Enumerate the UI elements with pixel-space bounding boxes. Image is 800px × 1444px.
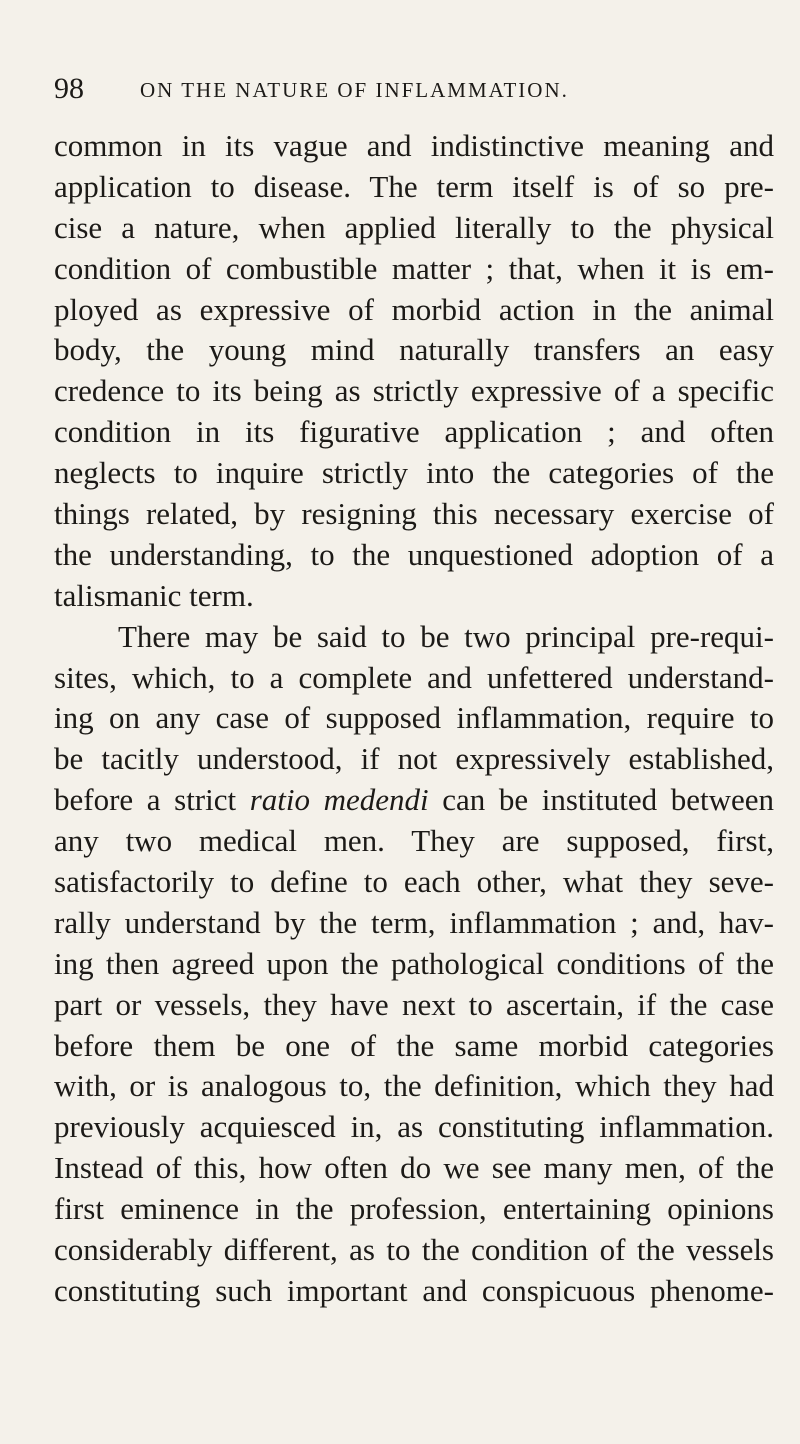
text-line: things related, by resigning this necessary exercise of [54, 496, 774, 532]
text-line: before them be one of the same morbid categories [54, 1027, 774, 1063]
text-line-with-italic [54, 780, 774, 821]
text-line: body, the young mind naturally transfers an easy [54, 332, 774, 368]
text-line: constituting such important and conspicuous phenome- [54, 1272, 774, 1308]
text-line: There may be said to be two principal pre-requi- [118, 618, 774, 654]
text-line: condition of combustible matter ; that, when it is em- [54, 250, 774, 286]
text-segment: can be instituted between [428, 782, 774, 818]
text-line: the understanding, to the unquestioned adoption of a [54, 536, 774, 572]
text-line: talismanic term. [54, 577, 254, 613]
text-line: sites, which, to a complete and unfettered understand- [54, 659, 774, 695]
text-line: with, or is analogous to, the definition, which they had [54, 1068, 774, 1104]
text-line: first eminence in the profession, entertaining opinions [54, 1191, 774, 1227]
text-line: be tacitly understood, if not expressively established, [54, 741, 774, 777]
body-text [54, 126, 774, 1312]
text-line: rally understand by the term, inflammation ; and, hav- [54, 904, 774, 940]
running-head: ON THE NATURE OF INFLAMMATION. [140, 78, 569, 102]
text-line: application to disease. The term itself is of so pre- [54, 168, 774, 204]
text-line: ing then agreed upon the pathological conditions of the [54, 945, 774, 981]
text-line: condition in its figurative application ; and often [54, 414, 774, 450]
text-line: Instead of this, how often do we see many men, of the [54, 1150, 774, 1186]
text-line: any two medical men. They are supposed, first, [54, 823, 774, 859]
text-line: cise a nature, when applied literally to the physical [54, 209, 774, 245]
text-line: considerably different, as to the condition of the vessels [54, 1232, 774, 1268]
text-line: part or vessels, they have next to ascertain, if the case [54, 986, 774, 1022]
text-line: common in its vague and indistinctive meaning and [54, 128, 774, 163]
text-line: credence to its being as strictly expressive of a specific [54, 373, 774, 409]
page-number: 98 [54, 72, 84, 105]
text-segment: before a strict [54, 782, 250, 818]
text-line: neglects to inquire strictly into the categories of the [54, 455, 774, 491]
text-line: ployed as expressive of morbid action in the animal [54, 291, 774, 327]
page-header [54, 72, 774, 112]
text-line: satisfactorily to define to each other, what they seve- [54, 864, 774, 900]
text-line: ing on any case of supposed inflammation, require to [54, 700, 774, 736]
italic-phrase: ratio medendi [249, 782, 429, 818]
text-line: previously acquiesced in, as constituting inflammation. [54, 1109, 774, 1145]
